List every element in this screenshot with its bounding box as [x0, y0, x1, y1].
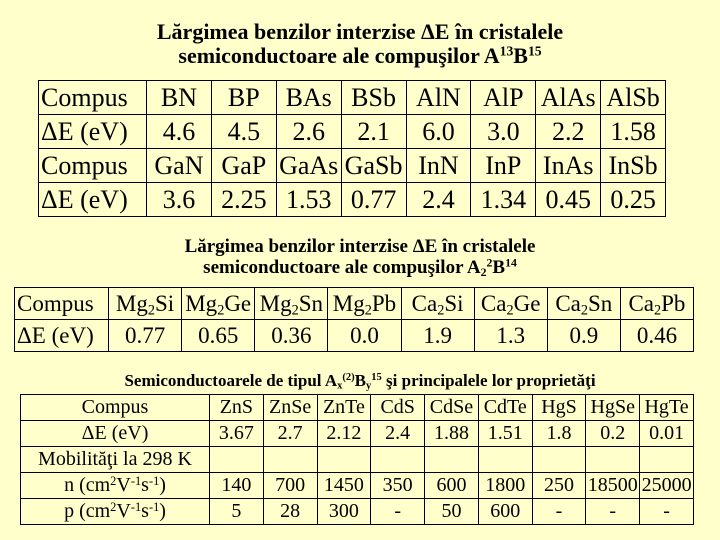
compound-element-b: Ge: [224, 290, 252, 316]
value-cell: 1.53: [276, 183, 341, 217]
compound-cell: [401, 288, 474, 320]
row-label-n: [21, 473, 210, 499]
empty-cell: [478, 447, 532, 473]
table-row: [21, 395, 694, 421]
value-cell: 50: [425, 499, 479, 525]
row-label: ΔE (eV): [15, 320, 109, 352]
value-cell: 350: [371, 473, 425, 499]
compound-cell: BP: [211, 81, 276, 115]
compound-cell: [547, 288, 620, 320]
section3-title-sub1: x: [337, 380, 343, 392]
section3-title-suffix: şi principalele lor proprietăţi: [381, 371, 596, 390]
compound-cell: GaAs: [276, 149, 341, 183]
value-cell: 5: [210, 499, 264, 525]
compound-cell: InAs: [536, 149, 601, 183]
row-label: Compus: [15, 288, 109, 320]
unit-part: -1: [148, 473, 160, 488]
value-cell: 250: [532, 473, 586, 499]
compound-cell: ZnS: [210, 395, 264, 421]
unit-part: 2: [110, 473, 117, 488]
compound-cell: AlSb: [601, 81, 666, 115]
compound-subscript: 2: [291, 302, 299, 319]
section1-title-sup2: 15: [527, 43, 542, 59]
empty-cell: [317, 447, 371, 473]
unit-part: n (cm: [64, 474, 111, 496]
value-cell: 0.25: [601, 183, 666, 217]
value-cell: 3.67: [210, 421, 264, 447]
unit-part: V: [116, 474, 131, 496]
compound-cell: CdSe: [425, 395, 479, 421]
compound-subscript: 2: [580, 302, 588, 319]
compound-element-a: Mg: [332, 290, 365, 316]
value-cell: 2.7: [263, 421, 317, 447]
value-cell: 0.01: [640, 421, 694, 447]
compound-cell: InP: [471, 149, 536, 183]
unit-part: V: [116, 500, 131, 522]
compound-element-a: Ca: [555, 290, 581, 316]
value-cell: 0.46: [620, 320, 693, 352]
value-cell: 3.0: [471, 115, 536, 149]
table-row: [15, 288, 694, 320]
value-cell: 1.34: [471, 183, 536, 217]
value-cell: 3.6: [147, 183, 212, 217]
compound-cell: [255, 288, 328, 320]
compound-cell: AlN: [406, 81, 471, 115]
section3-title-sup2: 15: [371, 372, 382, 384]
table-row: [39, 115, 666, 149]
section2-title-mid: B: [492, 256, 506, 278]
value-cell: 600: [425, 473, 479, 499]
row-label: Compus: [39, 81, 147, 115]
value-cell: 0.77: [341, 183, 406, 217]
value-cell: 6.0: [406, 115, 471, 149]
compound-subscript: 2: [437, 302, 445, 319]
table-row: [21, 421, 694, 447]
value-cell: 700: [263, 473, 317, 499]
compound-element-b: Si: [444, 290, 464, 316]
value-cell: 1450: [317, 473, 371, 499]
unit-part: s: [141, 474, 149, 496]
value-cell: 2.6: [276, 115, 341, 149]
compound-element-a: Ca: [628, 290, 654, 316]
compound-element-a: Mg: [115, 290, 148, 316]
value-cell: -: [640, 499, 694, 525]
compound-cell: CdS: [371, 395, 425, 421]
table-axby-properties: [20, 394, 694, 525]
compound-cell: HgTe: [640, 395, 694, 421]
section2-title-line1: Lărgimea benzilor interzise ΔE în cristalele: [184, 236, 536, 257]
section3-title-sub2: y: [366, 380, 372, 392]
row-label: ΔE (eV): [39, 115, 147, 149]
table-row: [15, 320, 694, 352]
section1-title: [0, 20, 720, 68]
compound-element-a: Mg: [259, 290, 292, 316]
compound-subscript: 2: [364, 302, 372, 319]
value-cell: 2.1: [341, 115, 406, 149]
section1-title-mid: B: [513, 43, 528, 69]
unit-part: s: [141, 500, 149, 522]
section1-title-sup1: 13: [499, 43, 514, 59]
value-cell: 0.45: [536, 183, 601, 217]
value-cell: 140: [210, 473, 264, 499]
table-row: [21, 447, 694, 473]
compound-element-b: Sn: [298, 290, 323, 316]
value-cell: 4.5: [211, 115, 276, 149]
empty-cell: [640, 447, 694, 473]
value-cell: 600: [478, 499, 532, 525]
value-cell: 1.51: [478, 421, 532, 447]
row-label: Compus: [39, 149, 147, 183]
section2-title-sub1: 2: [480, 265, 487, 279]
table-a13b15: [38, 80, 666, 217]
unit-part: 2: [110, 499, 117, 514]
section2-title: [0, 237, 720, 279]
compound-element-b: Ge: [513, 290, 541, 316]
compound-cell: InN: [406, 149, 471, 183]
value-cell: 28: [263, 499, 317, 525]
section2-title-sup2: 14: [505, 256, 517, 270]
compound-element-a: Ca: [411, 290, 438, 316]
compound-cell: ZnTe: [317, 395, 371, 421]
value-cell: 1.58: [601, 115, 666, 149]
compound-cell: [474, 288, 547, 320]
value-cell: 2.4: [406, 183, 471, 217]
row-label: ΔE (eV): [39, 183, 147, 217]
row-label-p: [21, 499, 210, 525]
value-cell: 1.9: [401, 320, 474, 352]
table-row: [39, 149, 666, 183]
compound-cell: BAs: [276, 81, 341, 115]
empty-cell: [210, 447, 264, 473]
table-a2b14: [14, 287, 694, 352]
compound-element-b: Sn: [588, 290, 613, 316]
section2-title-sup1: 2: [486, 256, 493, 270]
value-cell: 4.6: [147, 115, 212, 149]
section1-title-line2: [0, 44, 720, 68]
compound-cell: [620, 288, 693, 320]
compound-element-a: Mg: [185, 290, 218, 316]
value-cell: 2.12: [317, 421, 371, 447]
compound-cell: BSb: [341, 81, 406, 115]
compound-element-b: Si: [155, 290, 175, 316]
value-cell: 18500: [586, 473, 640, 499]
compound-element-a: Ca: [480, 290, 507, 316]
section3-title-sup1: (2): [342, 372, 355, 384]
compound-cell: ZnSe: [263, 395, 317, 421]
unit-part: -1: [148, 499, 160, 514]
compound-cell: CdTe: [478, 395, 532, 421]
compound-cell: GaN: [147, 149, 212, 183]
value-cell: 0.36: [255, 320, 328, 352]
value-cell: 0.77: [109, 320, 182, 352]
compound-element-b: Pb: [661, 290, 686, 316]
empty-cell: [586, 447, 640, 473]
empty-cell: [263, 447, 317, 473]
section2-title-prefix: semiconductoare ale compuşilor A: [203, 256, 481, 278]
compound-cell: [109, 288, 182, 320]
section1-title-prefix: semiconductoare ale compuşilor A: [178, 43, 500, 69]
unit-part: ): [159, 500, 166, 522]
value-cell: 0.9: [547, 320, 620, 352]
value-cell: 2.2: [536, 115, 601, 149]
section1-title-line1: Lărgimea benzilor interzise ΔE în cristalele: [156, 19, 564, 44]
compound-cell: [328, 288, 401, 320]
table-row: [21, 499, 694, 525]
section3-title-prefix: Semiconductoarele de tipul A: [124, 371, 338, 390]
compound-cell: HgSe: [586, 395, 640, 421]
value-cell: 2.4: [371, 421, 425, 447]
table-row: [39, 81, 666, 115]
table-row: [21, 473, 694, 499]
empty-cell: [532, 447, 586, 473]
empty-cell: [425, 447, 479, 473]
compound-cell: HgS: [532, 395, 586, 421]
compound-subscript: 2: [654, 302, 662, 319]
table-row: [39, 183, 666, 217]
row-label: ΔE (eV): [21, 421, 210, 447]
compound-subscript: 2: [147, 302, 155, 319]
value-cell: 2.25: [211, 183, 276, 217]
compound-cell: [182, 288, 255, 320]
value-cell: 1.8: [532, 421, 586, 447]
unit-part: -1: [130, 499, 142, 514]
row-label: Mobilităţi la 298 K: [21, 447, 210, 473]
unit-part: ): [159, 474, 166, 496]
value-cell: 300: [317, 499, 371, 525]
section3-title-mid: B: [354, 371, 366, 390]
value-cell: 1.3: [474, 320, 547, 352]
compound-cell: BN: [147, 81, 212, 115]
value-cell: 25000: [640, 473, 694, 499]
section2-title-line2: [0, 258, 720, 279]
unit-part: p (cm: [64, 500, 111, 522]
value-cell: 1.88: [425, 421, 479, 447]
compound-subscript: 2: [506, 302, 514, 319]
value-cell: -: [586, 499, 640, 525]
value-cell: -: [371, 499, 425, 525]
value-cell: 0.0: [328, 320, 401, 352]
compound-cell: AlP: [471, 81, 536, 115]
section3-title: [0, 372, 720, 391]
compound-cell: GaP: [211, 149, 276, 183]
compound-cell: GaSb: [341, 149, 406, 183]
unit-part: -1: [130, 473, 142, 488]
empty-cell: [371, 447, 425, 473]
compound-subscript: 2: [217, 302, 225, 319]
value-cell: -: [532, 499, 586, 525]
compound-cell: InSb: [601, 149, 666, 183]
compound-cell: AlAs: [536, 81, 601, 115]
value-cell: 1800: [478, 473, 532, 499]
value-cell: 0.2: [586, 421, 640, 447]
compound-element-b: Pb: [371, 290, 397, 316]
value-cell: 0.65: [182, 320, 255, 352]
row-label: Compus: [21, 395, 210, 421]
